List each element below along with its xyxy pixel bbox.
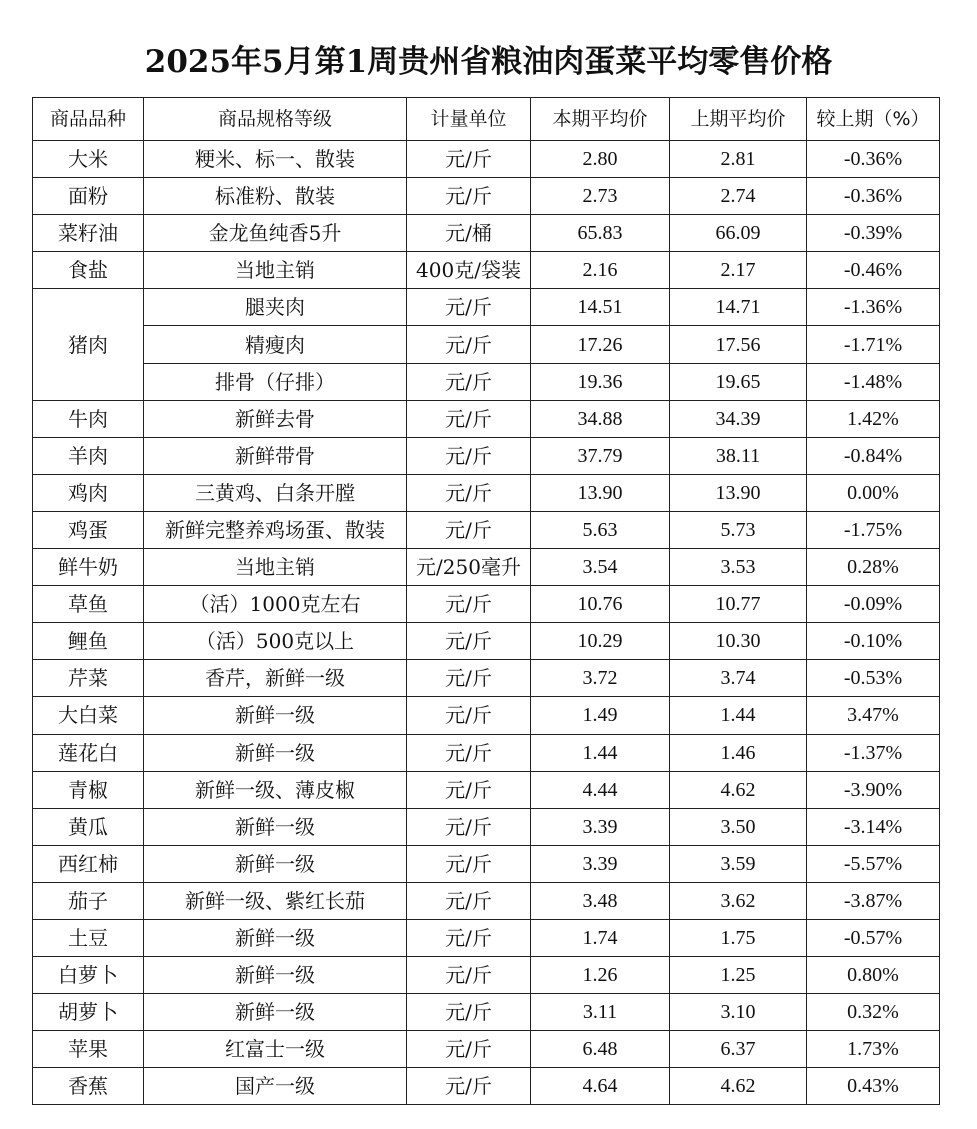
cell-change: -0.36% [807, 141, 940, 178]
cell-current-price: 5.63 [531, 511, 670, 548]
cell-spec: （活）500克以上 [144, 623, 407, 660]
cell-change: -1.37% [807, 734, 940, 771]
cell-spec: 粳米、标一、散装 [144, 141, 407, 178]
cell-category: 食盐 [33, 252, 144, 289]
cell-previous-price: 3.59 [670, 845, 807, 882]
cell-previous-price: 66.09 [670, 215, 807, 252]
cell-previous-price: 10.30 [670, 623, 807, 660]
cell-previous-price: 2.81 [670, 141, 807, 178]
header-current-price: 本期平均价 [531, 98, 670, 141]
cell-spec: 新鲜一级 [144, 919, 407, 956]
cell-current-price: 1.44 [531, 734, 670, 771]
cell-category: 芹菜 [33, 660, 144, 697]
cell-current-price: 1.74 [531, 919, 670, 956]
cell-previous-price: 1.25 [670, 957, 807, 994]
cell-spec: 新鲜一级 [144, 845, 407, 882]
cell-spec: 国产一级 [144, 1068, 407, 1105]
cell-unit: 元/斤 [407, 994, 531, 1031]
cell-current-price: 3.48 [531, 882, 670, 919]
cell-category: 白萝卜 [33, 957, 144, 994]
table-row [33, 474, 940, 511]
cell-change: -0.36% [807, 178, 940, 215]
cell-change: 0.00% [807, 474, 940, 511]
header-category: 商品品种 [33, 98, 144, 141]
cell-unit: 元/斤 [407, 771, 531, 808]
table-row [33, 623, 940, 660]
cell-category: 鲜牛奶 [33, 549, 144, 586]
cell-spec: 香芹，新鲜一级 [144, 660, 407, 697]
cell-category: 牛肉 [33, 400, 144, 437]
cell-unit: 元/斤 [407, 1031, 531, 1068]
cell-current-price: 3.72 [531, 660, 670, 697]
cell-previous-price: 4.62 [670, 771, 807, 808]
cell-category: 菜籽油 [33, 215, 144, 252]
cell-unit: 元/斤 [407, 326, 531, 363]
cell-unit: 元/斤 [407, 178, 531, 215]
cell-current-price: 6.48 [531, 1031, 670, 1068]
header-spec: 商品规格等级 [144, 98, 407, 141]
cell-spec: 新鲜一级 [144, 808, 407, 845]
cell-unit: 元/斤 [407, 474, 531, 511]
cell-change: -0.53% [807, 660, 940, 697]
cell-spec: 新鲜去骨 [144, 400, 407, 437]
cell-category: 莲花白 [33, 734, 144, 771]
cell-current-price: 34.88 [531, 400, 670, 437]
price-table [32, 97, 940, 1105]
cell-current-price: 2.16 [531, 252, 670, 289]
cell-previous-price: 3.62 [670, 882, 807, 919]
cell-change: 0.32% [807, 994, 940, 1031]
cell-category: 鸡蛋 [33, 511, 144, 548]
cell-spec: 新鲜带骨 [144, 437, 407, 474]
cell-unit: 元/斤 [407, 808, 531, 845]
cell-previous-price: 6.37 [670, 1031, 807, 1068]
cell-change: 0.43% [807, 1068, 940, 1105]
cell-unit: 元/斤 [407, 919, 531, 956]
cell-unit: 元/斤 [407, 882, 531, 919]
table-header-row [33, 98, 940, 141]
cell-category: 草鱼 [33, 586, 144, 623]
cell-spec: 金龙鱼纯香5升 [144, 215, 407, 252]
cell-change: -0.46% [807, 252, 940, 289]
table-row [33, 178, 940, 215]
cell-previous-price: 3.50 [670, 808, 807, 845]
cell-spec: 排骨（仔排） [144, 363, 407, 400]
cell-spec: 精瘦肉 [144, 326, 407, 363]
cell-unit: 元/斤 [407, 697, 531, 734]
cell-previous-price: 19.65 [670, 363, 807, 400]
cell-unit: 400克/袋装 [407, 252, 531, 289]
cell-previous-price: 1.46 [670, 734, 807, 771]
table-body [33, 141, 940, 1105]
cell-category: 香蕉 [33, 1068, 144, 1105]
cell-previous-price: 3.53 [670, 549, 807, 586]
cell-category: 面粉 [33, 178, 144, 215]
cell-unit: 元/斤 [407, 289, 531, 326]
cell-current-price: 1.26 [531, 957, 670, 994]
table-row [33, 215, 940, 252]
cell-current-price: 3.39 [531, 845, 670, 882]
table-row [33, 586, 940, 623]
cell-spec: 三黄鸡、白条开膛 [144, 474, 407, 511]
cell-unit: 元/斤 [407, 957, 531, 994]
cell-current-price: 4.44 [531, 771, 670, 808]
cell-spec: 新鲜一级、薄皮椒 [144, 771, 407, 808]
table-row [33, 252, 940, 289]
table-row [33, 919, 940, 956]
table-row [33, 660, 940, 697]
cell-category: 土豆 [33, 919, 144, 956]
cell-change: 1.42% [807, 400, 940, 437]
cell-spec: （活）1000克左右 [144, 586, 407, 623]
cell-unit: 元/斤 [407, 623, 531, 660]
table-row [33, 141, 940, 178]
table-row [33, 400, 940, 437]
cell-current-price: 10.76 [531, 586, 670, 623]
cell-previous-price: 4.62 [670, 1068, 807, 1105]
table-row [33, 697, 940, 734]
cell-category: 青椒 [33, 771, 144, 808]
cell-change: -3.14% [807, 808, 940, 845]
cell-unit: 元/斤 [407, 734, 531, 771]
cell-spec: 新鲜一级 [144, 734, 407, 771]
cell-spec: 新鲜一级、紫红长茄 [144, 882, 407, 919]
cell-change: -1.36% [807, 289, 940, 326]
table-row [33, 1031, 940, 1068]
cell-change: 0.28% [807, 549, 940, 586]
cell-current-price: 3.11 [531, 994, 670, 1031]
cell-current-price: 37.79 [531, 437, 670, 474]
cell-spec: 新鲜一级 [144, 994, 407, 1031]
cell-previous-price: 13.90 [670, 474, 807, 511]
cell-previous-price: 3.74 [670, 660, 807, 697]
cell-change: -3.90% [807, 771, 940, 808]
cell-previous-price: 14.71 [670, 289, 807, 326]
cell-previous-price: 2.17 [670, 252, 807, 289]
cell-change: -5.57% [807, 845, 940, 882]
cell-category: 大白菜 [33, 697, 144, 734]
cell-spec: 当地主销 [144, 252, 407, 289]
cell-change: -1.71% [807, 326, 940, 363]
cell-category: 羊肉 [33, 437, 144, 474]
table-row [33, 1068, 940, 1105]
cell-category: 胡萝卜 [33, 994, 144, 1031]
cell-current-price: 14.51 [531, 289, 670, 326]
cell-change: -0.09% [807, 586, 940, 623]
cell-current-price: 4.64 [531, 1068, 670, 1105]
cell-change: 1.73% [807, 1031, 940, 1068]
table-row [33, 289, 940, 326]
cell-category: 鲤鱼 [33, 623, 144, 660]
cell-spec: 新鲜一级 [144, 957, 407, 994]
table-row [33, 845, 940, 882]
cell-spec: 腿夹肉 [144, 289, 407, 326]
table-row [33, 771, 940, 808]
cell-spec: 当地主销 [144, 549, 407, 586]
cell-previous-price: 10.77 [670, 586, 807, 623]
cell-change: 0.80% [807, 957, 940, 994]
cell-change: -0.10% [807, 623, 940, 660]
cell-change: -1.75% [807, 511, 940, 548]
cell-current-price: 3.39 [531, 808, 670, 845]
cell-previous-price: 17.56 [670, 326, 807, 363]
header-previous-price: 上期平均价 [670, 98, 807, 141]
table-row [33, 994, 940, 1031]
cell-current-price: 19.36 [531, 363, 670, 400]
cell-unit: 元/桶 [407, 215, 531, 252]
cell-change: -0.57% [807, 919, 940, 956]
header-change: 较上期（%） [807, 98, 940, 141]
table-row [33, 326, 940, 363]
cell-previous-price: 2.74 [670, 178, 807, 215]
header-unit: 计量单位 [407, 98, 531, 141]
cell-unit: 元/斤 [407, 141, 531, 178]
cell-unit: 元/斤 [407, 1068, 531, 1105]
page-title: 2025年5月第1周贵州省粮油肉蛋菜平均零售价格 [144, 44, 833, 80]
cell-spec: 新鲜一级 [144, 697, 407, 734]
cell-unit: 元/斤 [407, 845, 531, 882]
cell-unit: 元/斤 [407, 437, 531, 474]
cell-unit: 元/斤 [407, 363, 531, 400]
cell-category: 大米 [33, 141, 144, 178]
cell-current-price: 2.73 [531, 178, 670, 215]
cell-current-price: 13.90 [531, 474, 670, 511]
table-row [33, 734, 940, 771]
cell-category: 茄子 [33, 882, 144, 919]
cell-change: -0.39% [807, 215, 940, 252]
cell-change: 3.47% [807, 697, 940, 734]
cell-current-price: 3.54 [531, 549, 670, 586]
cell-category: 猪肉 [33, 289, 144, 400]
cell-current-price: 10.29 [531, 623, 670, 660]
cell-unit: 元/斤 [407, 586, 531, 623]
cell-current-price: 17.26 [531, 326, 670, 363]
cell-current-price: 1.49 [531, 697, 670, 734]
cell-previous-price: 1.75 [670, 919, 807, 956]
table-row [33, 363, 940, 400]
cell-change: -1.48% [807, 363, 940, 400]
cell-spec: 标准粉、散装 [144, 178, 407, 215]
cell-previous-price: 5.73 [670, 511, 807, 548]
table-row [33, 808, 940, 845]
cell-unit: 元/250毫升 [407, 549, 531, 586]
cell-category: 鸡肉 [33, 474, 144, 511]
table-row [33, 957, 940, 994]
cell-previous-price: 38.11 [670, 437, 807, 474]
cell-unit: 元/斤 [407, 660, 531, 697]
cell-previous-price: 34.39 [670, 400, 807, 437]
cell-unit: 元/斤 [407, 400, 531, 437]
cell-change: -0.84% [807, 437, 940, 474]
cell-spec: 红富士一级 [144, 1031, 407, 1068]
cell-current-price: 2.80 [531, 141, 670, 178]
cell-category: 西红柿 [33, 845, 144, 882]
cell-current-price: 65.83 [531, 215, 670, 252]
cell-spec: 新鲜完整养鸡场蛋、散装 [144, 511, 407, 548]
cell-category: 黄瓜 [33, 808, 144, 845]
table-row [33, 437, 940, 474]
table-row [33, 882, 940, 919]
cell-change: -3.87% [807, 882, 940, 919]
cell-previous-price: 3.10 [670, 994, 807, 1031]
cell-unit: 元/斤 [407, 511, 531, 548]
table-row [33, 511, 940, 548]
cell-category: 苹果 [33, 1031, 144, 1068]
cell-previous-price: 1.44 [670, 697, 807, 734]
table-row [33, 549, 940, 586]
